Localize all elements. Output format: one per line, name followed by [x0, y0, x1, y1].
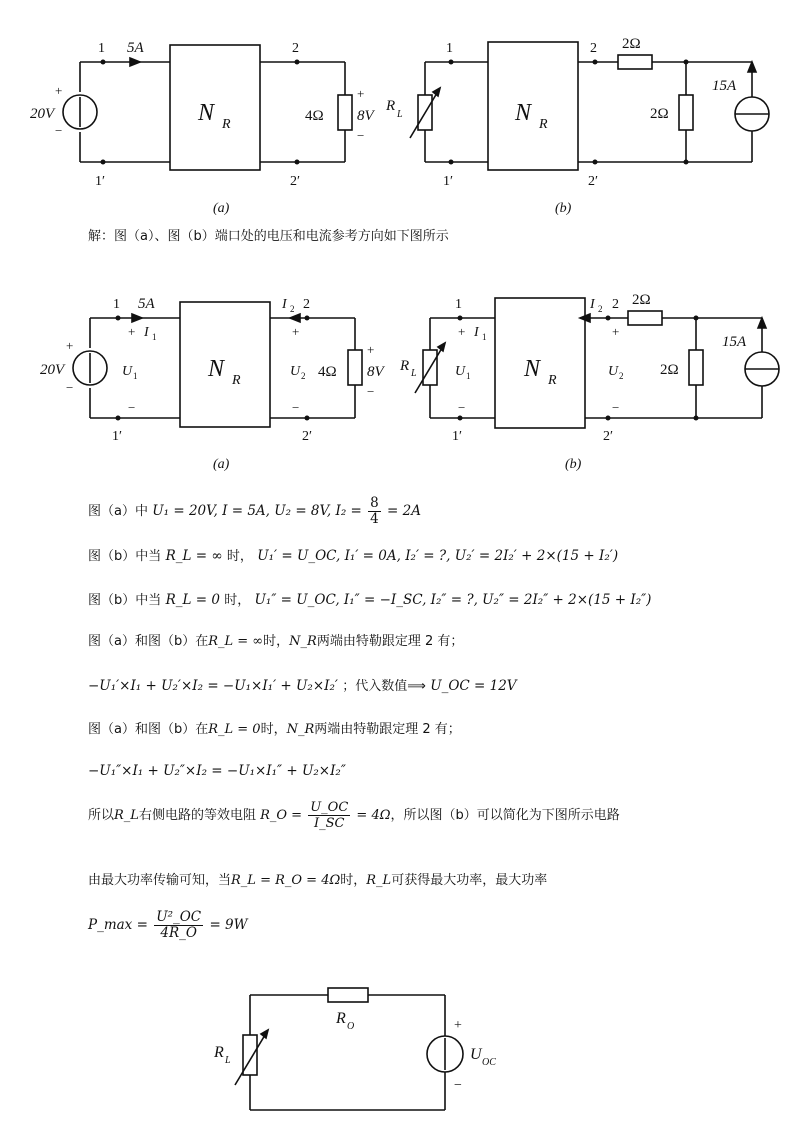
solution-intro: 解：图（a）、图（b）端口处的电压和电流参考方向如下图所示 [88, 229, 449, 244]
svg-text:R: R [386, 98, 396, 114]
svg-text:N: N [208, 356, 225, 382]
nr-network-box-b [488, 42, 578, 170]
eq-line-7: −U₁″×I₁ + U₂″×I₂ = −U₁×I₁″ + U₂×I₂″ [88, 763, 346, 779]
svg-text:+: + [612, 324, 620, 339]
svg-text:L: L [411, 368, 417, 379]
svg-text:1′: 1′ [443, 174, 454, 189]
svg-text:4Ω: 4Ω [318, 364, 337, 380]
nr-network-box-a [170, 45, 260, 170]
eq-line-1: 图（a）中 U₁ = 20V, I = 5A, U₂ = 8V, I₂ = $\frac{8}{4}$ = 2A [88, 495, 421, 527]
svg-text:1′: 1′ [95, 174, 106, 189]
svg-text:U: U [290, 364, 301, 379]
svg-text:I: I [282, 297, 287, 312]
svg-text:O: O [347, 1021, 355, 1032]
svg-text:−: − [66, 380, 74, 395]
svg-text:2: 2 [612, 297, 619, 312]
svg-text:2: 2 [292, 41, 299, 56]
svg-text:1′: 1′ [112, 429, 123, 444]
svg-text:1: 1 [466, 371, 471, 381]
fig-a-source-label: 20V [30, 106, 55, 122]
svg-text:1: 1 [446, 41, 453, 56]
eq-line-3: 图（b）中当 R_L = 0 时， U₁″ = U_OC, I₁″ = −I_SC, I₂″ = ?, U₂″ = 2I₂″ + 2×(15 + I₂″) [88, 592, 652, 608]
fig-a-load-resistance: 4Ω [305, 108, 324, 124]
svg-text:−: − [367, 384, 375, 399]
svg-text:1: 1 [133, 371, 138, 381]
svg-text:+: + [454, 1018, 462, 1033]
svg-text:8V: 8V [367, 364, 384, 380]
svg-text:2Ω: 2Ω [650, 106, 669, 122]
svg-text:1: 1 [152, 332, 157, 342]
annotated-circuit-figures [0, 280, 791, 480]
svg-text:1: 1 [113, 297, 120, 312]
ro-resistor-icon [328, 988, 368, 1002]
top-circuit-figures [0, 0, 791, 225]
eq-line-10-pmax: P_max = $\frac{\text{U²\_OC}}{4R\_O}$ = 9W [88, 909, 248, 941]
svg-text:R: R [548, 373, 557, 388]
svg-text:R: R [232, 373, 241, 388]
svg-text:+: + [128, 324, 136, 339]
current-arrow-icon [130, 58, 140, 66]
svg-text:+: + [458, 324, 466, 339]
svg-text:I: I [144, 325, 149, 340]
svg-text:20V: 20V [40, 362, 65, 378]
svg-text:2: 2 [619, 371, 624, 381]
svg-text:I: I [590, 297, 595, 312]
svg-text:R: R [400, 358, 410, 374]
svg-text:OC: OC [482, 1057, 496, 1068]
svg-text:2: 2 [590, 41, 597, 56]
svg-text:U: U [455, 364, 466, 379]
svg-text:2′: 2′ [588, 174, 599, 189]
fig-b-caption: (b) [555, 201, 572, 216]
resistor-4ohm-icon [338, 95, 352, 130]
svg-text:+: + [66, 338, 74, 353]
svg-text:U: U [470, 1046, 482, 1063]
eq-line-8: 所以R_L右侧电路的等效电阻 R_O = $\frac{U\_OC}{I\_SC}$ = 4Ω，所以图（b）可以简化为下图所示电路 [88, 800, 620, 831]
svg-text:−: − [55, 123, 63, 138]
svg-text:2′: 2′ [603, 429, 614, 444]
svg-text:+: + [357, 86, 365, 101]
series-resistor-2ohm-icon [618, 55, 652, 69]
svg-text:1: 1 [482, 332, 487, 342]
eq-line-6: 图（a）和图（b）在R_L = 0时，N_R两端由特勒跟定理 2 有； [88, 722, 461, 737]
svg-text:2Ω: 2Ω [622, 36, 641, 52]
svg-text:L: L [225, 1055, 231, 1066]
fig-a-load-voltage: 8V [357, 108, 374, 124]
svg-text:U: U [122, 364, 133, 379]
svg-text:2Ω: 2Ω [632, 292, 651, 308]
svg-text:2′: 2′ [290, 174, 301, 189]
svg-text:2′: 2′ [302, 429, 313, 444]
svg-text:1: 1 [98, 41, 105, 56]
eq-line-2: 图（b）中当 R_L = ∞ 时， U₁′ = U_OC, I₁′ = 0A, I₂′ = ?, U₂′ = 2I₂′ + 2×(15 + I₂′) [88, 548, 619, 564]
svg-text:−: − [458, 400, 466, 415]
svg-text:+: + [292, 324, 300, 339]
svg-text:U: U [608, 364, 619, 379]
fig-a-caption: (a) [213, 201, 230, 216]
svg-text:1′: 1′ [452, 429, 463, 444]
svg-text:+: + [55, 83, 63, 98]
svg-text:2Ω: 2Ω [660, 362, 679, 378]
svg-text:N: N [515, 100, 532, 126]
svg-text:N: N [198, 100, 215, 126]
svg-text:−: − [357, 128, 365, 143]
svg-text:N: N [524, 356, 541, 382]
svg-text:+: + [367, 342, 375, 357]
svg-text:I: I [474, 325, 479, 340]
svg-text:−: − [454, 1078, 462, 1093]
svg-text:−: − [292, 400, 300, 415]
svg-text:(b): (b) [565, 457, 582, 472]
svg-text:R: R [539, 117, 548, 132]
equivalent-circuit-figure [200, 975, 540, 1125]
svg-text:15A: 15A [712, 78, 737, 94]
svg-text:−: − [128, 400, 136, 415]
svg-text:R: R [222, 117, 231, 132]
fig-a-current-label: 5A [127, 40, 144, 56]
svg-text:2: 2 [598, 304, 603, 314]
svg-text:L: L [397, 109, 403, 120]
eq-line-5: −U₁′×I₁ + U₂′×I₂ = −U₁×I₁′ + U₂×I₂′ ；代入数值⟹ U_OC = 12V [88, 678, 517, 694]
shunt-resistor-2ohm-icon [679, 95, 693, 130]
svg-text:5A: 5A [138, 296, 155, 312]
svg-text:−: − [612, 400, 620, 415]
eq-line-9: 由最大功率传输可知，当R_L = R_O = 4Ω时，R_L可获得最大功率，最大功率 [88, 873, 548, 888]
svg-text:R: R [214, 1044, 224, 1061]
svg-text:2: 2 [301, 371, 306, 381]
svg-text:2: 2 [303, 297, 310, 312]
eq-line-4: 图（a）和图（b）在R_L = ∞时，N_R两端由特勒跟定理 2 有； [88, 634, 464, 649]
svg-text:15A: 15A [722, 334, 747, 350]
svg-text:1: 1 [455, 297, 462, 312]
svg-text:(a): (a) [213, 457, 230, 472]
svg-text:R: R [336, 1010, 346, 1027]
svg-text:2: 2 [290, 304, 295, 314]
